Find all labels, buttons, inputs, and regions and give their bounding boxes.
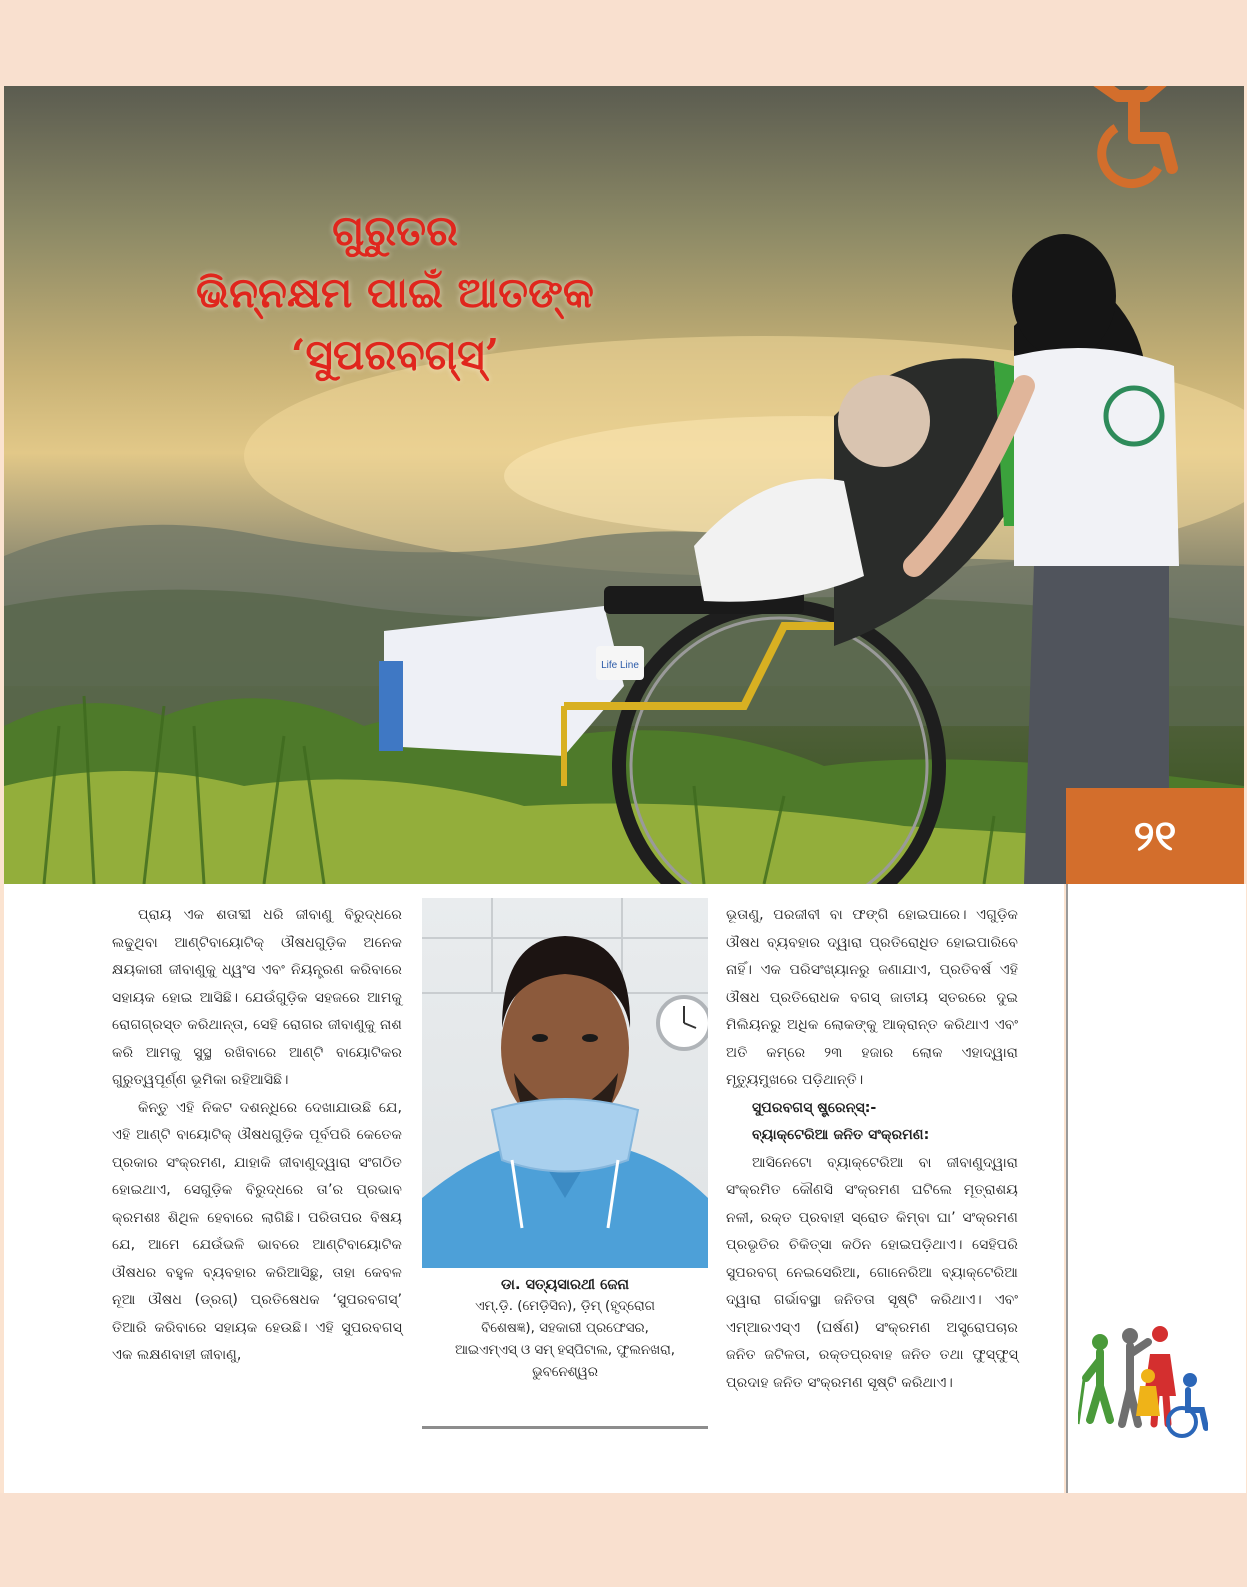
caption-divider [422, 1426, 708, 1429]
section-subheading: ବ୍ୟାକ୍ଟେରିଆ ଜନିତ ସଂକ୍ରମଣ: [752, 1127, 930, 1143]
column-3-paragraph: ଆସିନେଟୋ ବ୍ୟାକ୍ଟେରିଆ ବା ଜୀବାଣୁଦ୍ୱାରା ସଂକ୍ରମିତ କୌଣସି ସଂକ୍ରମଣ ଘଟିଲେ ମୂତ୍ରାଶୟ ନଳୀ, ରକ୍ତ ପ୍ରବାହୀ ସ୍ରୋତ କିମ୍ବା ଘା’ ସଂକ୍ରମଣ ପ୍ରଭୃତିର ଚିକିତ୍ସା କଠିନ ହୋଇପଡ଼ିଥାଏ। ସେହିପରି ସୁପରବଗ୍ ନେଇସେରିଆ, ଗୋନେରିଆ ବ୍ୟାକ୍ଟେରିଆ ଦ୍ୱାରା ଗର୍ଭାବସ୍ଥା ଜନିତତା ସୃଷ୍ଟି କରିଥାଏ। ଏବଂ ଏମ୍ଆରଏସ୍ଏ (ଘର୍ଷଣ) ସଂକ୍ରମଣ ଅସ୍ତ୍ରୋପଚାର ଜନିତ ଜଟିଳତା, ରକ୍ତପ୍ରବାହ ଜନିତ ତଥା ଫୁସ୍‌ଫୁସ୍ ପ୍ରଦାହ ଜନିତ ସଂକ୍ରମଣ ସୃଷ୍ଟି କରିଥାଏ। [726, 1154, 1018, 1391]
author-photo [422, 898, 708, 1268]
author-credential-line: ଆଇଏମ୍ଏସ୍ ଓ ସମ୍ ହସ୍ପିଟାଲ, ଫୁଲନଖରା, [454, 1343, 676, 1358]
title-line-3: ‘ସୁପରବଗ୍ସ୍’ [290, 330, 500, 379]
column-1-paragraph: ପ୍ରାୟ ଏକ ଶତାବ୍ଦୀ ଧରି ଜୀବାଣୁ ବିରୁଦ୍ଧରେ ଲଢୁଥିବା ଆଣ୍ଟିବାୟୋଟିକ୍ ଔଷଧଗୁଡ଼ିକ ଅନେକ କ୍ଷୟକାରୀ ଜୀବାଣୁକୁ ଧ୍ୱଂସ ଏବଂ ନିୟନ୍ତ୍ରଣ କରିବାରେ ସହାୟକ ହୋଇ ଆସିଛି। ଯେଉଁଗୁଡ଼ିକ ସହଜରେ ଆମକୁ ରୋଗଗ୍ରସ୍ତ କରିଥାନ୍ତା, ସେହି ରୋଗର ଜୀବାଣୁକୁ ନାଶ କରି ଆମକୁ ସୁସ୍ଥ ରଖିବାରେ ଆଣ୍ଟି ବାୟୋଟିକର ଗୁରୁତ୍ୱପୂର୍ଣ୍ଣ ଭୂମିକା ରହିଆସିଛି। [112, 907, 402, 1088]
top-margin-band [0, 0, 1247, 86]
section-subheading: ସୁପରବଗସ୍ ଷ୍ଟ୍ରେନ୍‌ସ୍:- [752, 1099, 877, 1116]
article-title [130, 200, 660, 386]
life-line-sign-text: Life Line [601, 660, 639, 671]
author-box [422, 898, 708, 1443]
author-name: ଡା. ସତ୍ୟସାରଥୀ ଜେନା [500, 1277, 630, 1293]
title-line-1: ଗୁରୁତର [332, 206, 458, 255]
column-1-paragraph: କିନ୍ତୁ ଏହି ନିକଟ ଦଶନ୍ଧିରେ ଦେଖାଯାଉଛି ଯେ, ଏହି ଆଣ୍ଟି ବାୟୋଟିକ୍ ଔଷଧଗୁଡ଼ିକ ପୂର୍ବପରି କେତେକ ପ୍ରକାର ସଂକ୍ରମଣ, ଯାହାକି ଜୀବାଣୁଦ୍ୱାରା ସଂଗଠିତ ହୋଇଥାଏ, ସେଗୁଡ଼ିକ ବିରୁଦ୍ଧରେ ତା’ର ପ୍ରଭାବ କ୍ରମଶଃ ଶିଥିଳ ହେବାରେ ଲାଗିଛି। ପରିତାପର ବିଷୟ ଯେ, ଆମେ ଯେଉଁଭଳି ଭାବରେ ଆଣ୍ଟିବାୟୋଟିକ ଔଷଧର ବହୁଳ ବ୍ୟବହାର କରିଆସିଛୁ, ତାହା କେବଳ ନୂଆ ଔଷଧ (ଡ୍ରଗ୍) ପ୍ରତିଷେଧକ ‘ସୁପରବଗସ୍’ ତିଆରି କରିବାରେ ସହାୟକ ହେଉଛି। ଏହି ସୁପରବଗସ୍ ଏକ ଲକ୍ଷଣବାହୀ ଜୀବାଣୁ, [112, 1099, 402, 1363]
article-body [4, 884, 1064, 1493]
column-3-paragraph: ଭୂତାଣୁ, ପରଜୀବୀ ବା ଫଙ୍ଗି ହୋଇପାରେ। ଏଗୁଡ଼ିକ ଔଷଧ ବ୍ୟବହାର ଦ୍ୱାରା ପ୍ରତିରୋଧିତ ହୋଇପାରିବେ ନାହିଁ। ଏକ ପରିସଂଖ୍ୟାନରୁ ଜଣାଯାଏ, ପ୍ରତିବର୍ଷ ଏହି ଔଷଧ ପ୍ରତିରୋଧକ ବଗସ୍ ଜାତୀୟ ସ୍ତରରେ ଦୁଇ ମିଲିୟନରୁ ଅଧିକ ଲୋକଙ୍କୁ ଆକ୍ରାନ୍ତ କରିଥାଏ ଏବଂ ଅତି କମ୍‌ରେ ୨୩ ହଜାର ଲୋକ ଏହାଦ୍ୱାରା ମୃତ୍ୟୁମୁଖରେ ପଡ଼ିଥାନ୍ତି। [726, 907, 1018, 1088]
author-credential-line: ଭୁବନେଶ୍ୱର [532, 1365, 598, 1380]
column-3 [726, 902, 1018, 1397]
author-caption [422, 1274, 708, 1384]
author-credential-line: ବିଶେଷଜ୍ଞ), ସହକାରୀ ପ୍ରଫେସର, [481, 1321, 649, 1336]
author-portrait [422, 898, 708, 1268]
right-sidebar [1066, 884, 1246, 1493]
title-line-2: ଭିନ୍ନକ୍ଷମ ପାଇଁ ଆତଙ୍କ [196, 268, 594, 317]
wheelchair-icon [1084, 86, 1194, 196]
page-number-badge: ୨୧ [1066, 788, 1244, 884]
column-1 [112, 902, 402, 1370]
bottom-margin-band [0, 1493, 1247, 1587]
author-credential-line: ଏମ୍.ଡ଼ି. (ମେଡ଼ିସିନ), ଡ଼ିମ୍ (ହୃଦ୍‌ରୋଗ [475, 1299, 655, 1314]
people-with-disabilities-icon [1078, 1324, 1208, 1440]
